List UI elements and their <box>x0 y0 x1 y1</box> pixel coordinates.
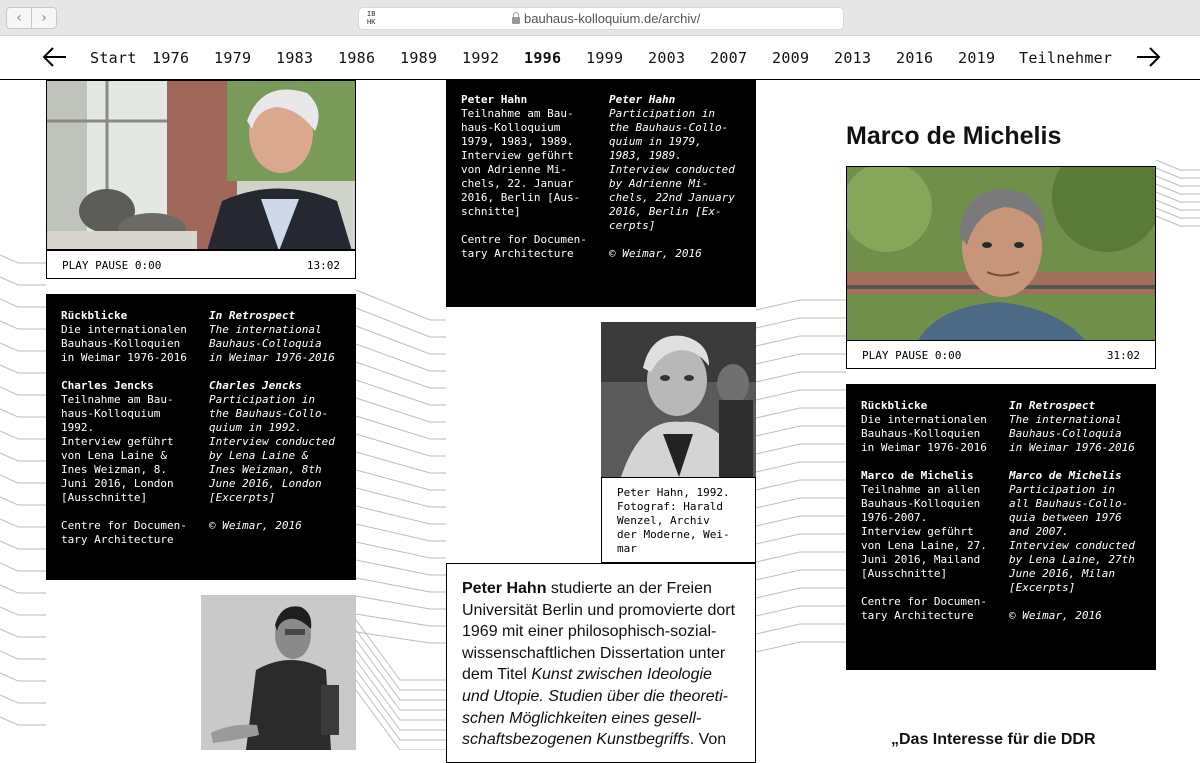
timeline-line <box>0 365 46 373</box>
lecturer-image <box>201 595 356 750</box>
timeline-line <box>0 519 46 527</box>
nav-item-1983[interactable]: 1983 <box>276 49 314 67</box>
info-text-de: Peter Hahn Teilnahme am Bau- haus-Kolloquium 1979, 1983, 1989. Interview geführt von Adrienne Mi- chels, 22. Januar 2016, Berlin [Aus- schnitte] Centre for Documen- tary Architecture <box>461 93 587 260</box>
timeline-line <box>0 299 46 307</box>
timeline-line <box>0 255 46 263</box>
url-text <box>512 11 700 26</box>
timeline-line <box>756 588 846 598</box>
photo-lecturer <box>201 595 356 750</box>
timeline-line <box>756 516 846 526</box>
timeline-line <box>0 585 46 593</box>
interviewee-name: Marco de Michelis <box>846 122 1062 150</box>
timeline-line <box>0 475 46 483</box>
timeline-line <box>356 308 446 337</box>
photo-peter-hahn-1992 <box>601 322 756 477</box>
timeline-line <box>356 542 446 558</box>
timeline-line <box>0 629 46 637</box>
timeline-line <box>756 498 846 508</box>
timeline-line <box>0 607 46 615</box>
timeline-line <box>756 462 846 472</box>
arrow-left-icon[interactable] <box>40 42 70 72</box>
timeline-line <box>356 578 446 592</box>
chevron-right-icon: › <box>41 10 47 26</box>
timeline-line <box>356 398 446 422</box>
arrow-right-icon[interactable] <box>1133 42 1163 72</box>
info-text-en: Peter Hahn Participation in the Bauhaus-Collo- quium in 1979, 1983, 1989. Interview conducted by Adrienne Mi- chels, 22nd January 2016, Berlin [Ex- cerpts] © Weimar, 2016 <box>609 93 735 260</box>
nav-item-2019[interactable]: 2019 <box>958 49 996 67</box>
timeline-line <box>356 380 446 405</box>
timeline-line <box>756 390 846 400</box>
timeline-line <box>0 541 46 549</box>
year-navigation <box>0 36 1200 80</box>
timeline-line <box>0 563 46 571</box>
video-duration: 13:02 <box>306 259 340 272</box>
timeline-line <box>756 408 846 418</box>
video-player-right <box>846 340 1156 369</box>
timeline-line <box>356 524 446 541</box>
timeline-line <box>356 434 446 456</box>
timeline-line <box>1156 160 1200 170</box>
browser-toolbar <box>0 0 1200 36</box>
timeline-line <box>356 326 446 354</box>
back-button[interactable] <box>6 7 32 29</box>
timeline-line <box>356 416 446 439</box>
video-player-left <box>46 250 356 279</box>
nav-item-start[interactable]: Start <box>90 49 137 67</box>
timeline-line <box>756 372 846 382</box>
favicon-text-top: IB <box>367 10 376 18</box>
portrait-image <box>847 167 1156 341</box>
timeline-line <box>0 431 46 439</box>
nav-item-1976[interactable]: 1976 <box>152 49 190 67</box>
timeline-line <box>756 318 846 328</box>
timeline-line <box>756 444 846 454</box>
timeline-line <box>0 387 46 395</box>
nav-item-1986[interactable]: 1986 <box>338 49 376 67</box>
timeline-line <box>0 343 46 351</box>
timeline-line <box>356 290 446 320</box>
timeline-line <box>756 336 846 346</box>
nav-item-1999[interactable]: 1999 <box>586 49 624 67</box>
chevron-left-icon: ‹ <box>16 10 22 26</box>
timeline-line <box>356 620 446 680</box>
video-still-charles-jencks[interactable] <box>46 80 356 250</box>
timeline-line <box>356 488 446 507</box>
timeline-line <box>356 452 446 473</box>
info-box-peter-hahn <box>446 80 756 307</box>
timeline-line <box>756 354 846 364</box>
timeline-line <box>756 570 846 580</box>
lock-icon <box>512 17 520 24</box>
info-box-charles-jencks <box>46 294 356 580</box>
timeline-line <box>756 534 846 544</box>
nav-item-2013[interactable]: 2013 <box>834 49 872 67</box>
timeline-line <box>756 426 846 436</box>
info-text-en: In Retrospect The international Bauhaus-Colloquia in Weimar 1976-2016 Charles Jencks Participation in the Bauhaus-Collo- quium in 1992. Interview conducted by Lena Laine & Ines Weizman, 8th June 2016, London [Excerpts] © Weimar, 2016 <box>209 309 335 532</box>
timeline-line <box>0 453 46 461</box>
player-controls[interactable]: PLAY PAUSE 0:00 <box>862 349 962 362</box>
nav-item-1979[interactable]: 1979 <box>214 49 252 67</box>
timeline-line <box>356 506 446 524</box>
timeline-line <box>756 624 846 634</box>
peter-hahn-image <box>601 322 756 477</box>
timeline-line <box>0 673 46 681</box>
timeline-line <box>356 632 446 643</box>
info-box-marco-de-michelis <box>846 384 1156 670</box>
address-bar[interactable] <box>358 7 844 30</box>
info-text-de: Rückblicke Die internationalen Bauhaus-Kolloquien in Weimar 1976-2016 Charles Jencks Teilnahme am Bau- haus-Kolloquium 1992. Interview geführt von Lena Laine & Ines Weizman, 8. Juni 2016, London [Ausschnitte] Centre for Documen- tary Architecture <box>61 309 187 546</box>
url: bauhaus-kolloquium.de/archiv/ <box>524 11 701 26</box>
history-buttons <box>6 7 57 29</box>
article-name: Peter Hahn <box>462 580 547 597</box>
timeline-line <box>0 277 46 285</box>
forward-button[interactable] <box>32 7 57 29</box>
article-peter-hahn <box>446 563 756 763</box>
nav-item-1996[interactable]: 1996 <box>524 49 562 67</box>
portrait-image <box>47 81 356 250</box>
favicon-text-bottom: HK <box>367 18 376 26</box>
timeline-line <box>0 497 46 505</box>
video-still-marco-de-michelis[interactable] <box>846 166 1156 341</box>
timeline-line <box>356 596 446 609</box>
nav-item-1992[interactable]: 1992 <box>462 49 500 67</box>
player-controls[interactable]: PLAY PAUSE 0:00 <box>62 259 162 272</box>
timeline-line <box>0 321 46 329</box>
timeline-line <box>0 717 46 725</box>
article-text: studierte an der Freien Universität Berlin und promovierte dort 1969 mit einer philosophisch-sozial-wissenschaftlichen Dissertation unter dem Titel <box>462 580 736 684</box>
nav-item-teilnehmer[interactable]: Teilnehmer <box>1019 49 1113 67</box>
nav-item-2007[interactable]: 2007 <box>710 49 748 67</box>
timeline-line <box>356 560 446 575</box>
nav-item-2016[interactable]: 2016 <box>896 49 934 67</box>
nav-item-2003[interactable]: 2003 <box>648 49 686 67</box>
video-duration: 31:02 <box>1106 349 1140 362</box>
nav-item-2009[interactable]: 2009 <box>772 49 810 67</box>
info-text-en: In Retrospect The international Bauhaus-Colloquia in Weimar 1976-2016 Marco de Michelis Participation in all Bauhaus-Collo- quia between 1976 and 2007. Interview conducted by Lena Laine, 27th June 2016, Milan [Excerpts] © Weimar, 2016 <box>1009 399 1135 622</box>
info-text-de: Rückblicke Die internationalen Bauhaus-Kolloquien in Weimar 1976-2016 Marco de Michelis Teilnahme an allen Bauhaus-Kolloquien 1976-2007. Interview geführt von Lena Laine, 27. Juni 2016, Mailand [Ausschnitte] Centre for Documen- tary Architecture <box>861 399 987 622</box>
timeline-line <box>756 480 846 490</box>
nav-item-1989[interactable]: 1989 <box>400 49 438 67</box>
site-favicon <box>367 10 375 26</box>
timeline-line <box>756 552 846 562</box>
timeline-line <box>356 614 446 626</box>
timeline-line <box>0 651 46 659</box>
article-text-end: . Von <box>689 731 727 749</box>
photo-caption: Peter Hahn, 1992. Fotograf: Harald Wenzel, Archiv der Moderne, Wei- mar <box>601 477 756 563</box>
timeline-line <box>756 300 846 310</box>
quote-heading: „Das Interesse für die DDR <box>891 731 1096 748</box>
timeline-line <box>0 409 46 417</box>
timeline-line <box>756 642 846 652</box>
timeline-line <box>756 606 846 616</box>
article-dissertation-title: Kunst zwischen Ideologie und Utopie. Studien über die theoreti-schen Möglichkeiten eines gesell-schaftsbezogenen Kunstbegriffs <box>462 666 728 749</box>
timeline-line <box>0 695 46 703</box>
